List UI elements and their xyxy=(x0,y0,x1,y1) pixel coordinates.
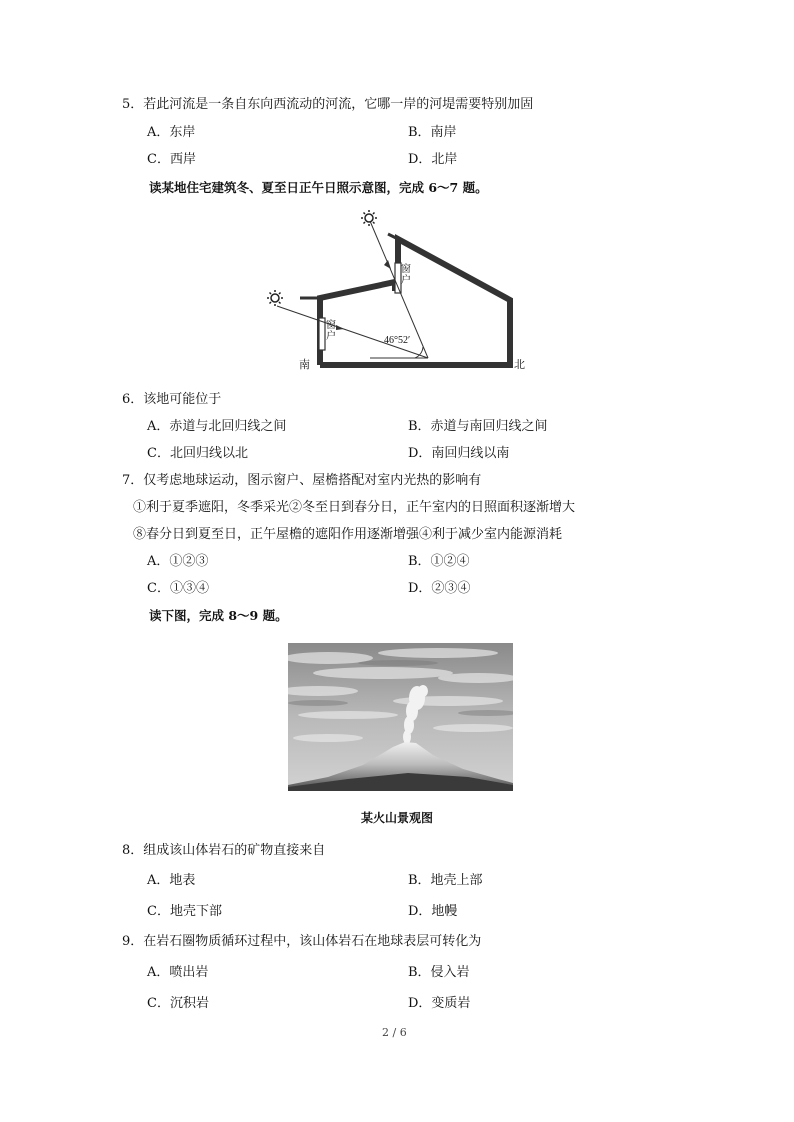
q8-option-d: D．地幔 xyxy=(408,904,458,919)
angle-label: 46°52′ xyxy=(384,335,411,346)
winter-sun-icon xyxy=(267,290,283,306)
page-number: 2 / 6 xyxy=(382,1026,407,1039)
q8-option-c: C．地壳下部 xyxy=(147,904,222,919)
intro-8-9: 读下图，完成 8～9 题。 xyxy=(149,608,288,623)
q8-option-b: B．地壳上部 xyxy=(408,873,483,888)
q7-stem: 7．仅考虑地球运动，图示窗户、屋檐搭配对室内光热的影响有 xyxy=(122,473,482,488)
q9-option-b: B．侵入岩 xyxy=(408,965,470,980)
q9-stem: 9．在岩石圈物质循环过程中，该山体岩石在地球表层可转化为 xyxy=(122,934,482,949)
q5-option-c: C．西岸 xyxy=(147,152,196,167)
q7-option-a: A．①②③ xyxy=(147,554,209,569)
q8-option-a: A．地表 xyxy=(147,873,196,888)
q7-statement-line-1: ①利于夏季遮阳，冬季采光②冬至日到春分日，正午室内的日照面积逐渐增大 xyxy=(133,500,576,515)
upper-window-label: 窗户 xyxy=(401,264,411,286)
q6-option-a: A．赤道与北回归线之间 xyxy=(147,419,287,434)
q5-stem: 5．若此河流是一条自东向西流动的河流，它哪一岸的河堤需要特别加固 xyxy=(122,97,534,112)
q6-stem: 6．该地可能位于 xyxy=(122,392,222,407)
lower-window-label: 窗户 xyxy=(326,320,336,342)
q5-option-d: D．北岸 xyxy=(408,152,458,167)
q5-option-a: A．东岸 xyxy=(147,125,196,140)
q5-option-b: B．南岸 xyxy=(408,125,457,140)
house-sunlight-diagram xyxy=(260,205,535,375)
intro-6-7: 读某地住宅建筑冬、夏至日正午日照示意图，完成 6～7 题。 xyxy=(149,180,488,195)
south-label: 南 xyxy=(299,358,310,371)
q9-option-d: D．变质岩 xyxy=(408,996,471,1011)
q7-option-b: B．①②④ xyxy=(408,554,470,569)
q7-option-c: C．①③④ xyxy=(147,581,209,596)
q9-option-c: C．沉积岩 xyxy=(147,996,209,1011)
north-label: 北 xyxy=(514,358,525,371)
q7-statement-line-2: ⑧春分日到夏至日，正午屋檐的遮阳作用逐渐增强④利于减少室内能源消耗 xyxy=(133,527,563,542)
photo-caption: 某火山景观图 xyxy=(361,811,434,825)
q7-option-d: D．②③④ xyxy=(408,581,471,596)
summer-sun-icon xyxy=(361,210,377,226)
volcano-photo xyxy=(288,643,513,791)
q6-option-c: C．北回归线以北 xyxy=(147,446,248,461)
q6-option-d: D．南回归线以南 xyxy=(408,446,510,461)
q9-option-a: A．喷出岩 xyxy=(147,965,209,980)
q6-option-b: B．赤道与南回归线之间 xyxy=(408,419,548,434)
q8-stem: 8．组成该山体岩石的矿物直接来自 xyxy=(122,843,326,858)
